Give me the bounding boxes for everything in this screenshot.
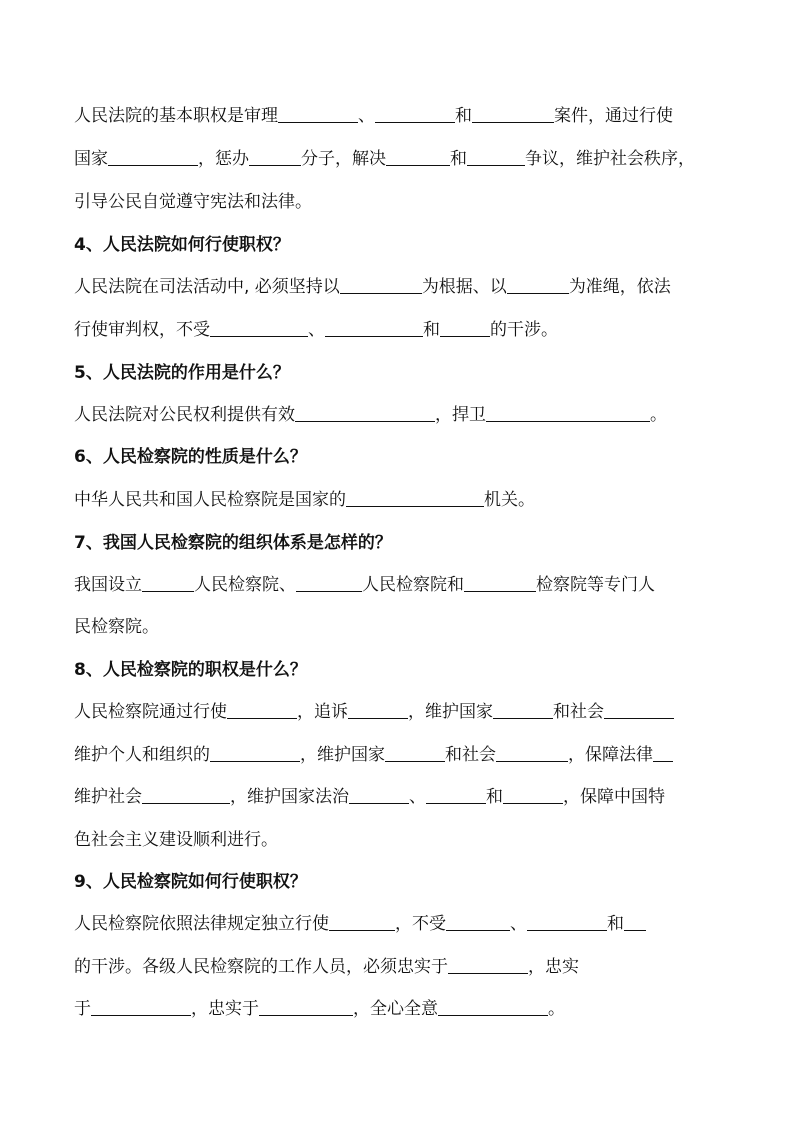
answer-blank[interactable] — [325, 318, 423, 337]
question-heading: 4、人民法院如何行使职权？ — [74, 235, 290, 255]
answer-blank[interactable] — [467, 147, 525, 166]
text-line — [74, 403, 667, 427]
text-segment: 。 — [650, 405, 667, 425]
answer-blank[interactable] — [142, 573, 194, 592]
question-heading: 6、人民检察院的性质是什么？ — [74, 447, 307, 467]
text-line — [74, 275, 671, 299]
text-segment: 人民法院在司法活动中, 必须坚持以 — [74, 277, 340, 297]
answer-blank[interactable] — [386, 147, 450, 166]
answer-blank[interactable] — [472, 104, 554, 123]
text-segment: 维护个人和组织的 — [74, 745, 210, 765]
text-segment: 为准绳，依法 — [568, 277, 671, 297]
answer-blank[interactable] — [259, 997, 353, 1016]
answer-blank[interactable] — [346, 488, 484, 507]
answer-blank[interactable] — [653, 743, 673, 762]
text-segment: 人民检察院和 — [362, 575, 464, 595]
text-line — [74, 573, 655, 597]
text-segment: 。 — [548, 999, 565, 1019]
text-segment: 中华人民共和国人民检察院是国家的 — [74, 490, 346, 510]
text-segment: 分子，解决 — [301, 149, 386, 169]
text-segment: 人民法院对公民权利提供有效 — [74, 405, 295, 425]
question-heading: 7、我国人民检察院的组织体系是怎样的？ — [74, 533, 392, 553]
answer-blank[interactable] — [278, 104, 358, 123]
text-segment: 争议，维护社会秩序， — [525, 149, 695, 169]
answer-blank[interactable] — [486, 403, 650, 422]
text-segment: ，忠实 — [528, 957, 579, 977]
text-segment: 的干涉。各级人民检察院的工作人员，必须忠实于 — [74, 957, 448, 977]
answer-blank[interactable] — [604, 700, 674, 719]
answer-blank[interactable] — [296, 573, 362, 592]
text-segment: 和社会 — [553, 702, 604, 722]
answer-blank[interactable] — [426, 785, 486, 804]
answer-blank[interactable] — [210, 743, 300, 762]
answer-blank[interactable] — [507, 275, 569, 294]
answer-blank[interactable] — [503, 785, 563, 804]
answer-blank[interactable] — [348, 700, 408, 719]
text-segment: 的干涉。 — [490, 320, 558, 340]
text-segment: ，保障中国特 — [563, 787, 665, 807]
question-heading: 5、人民法院的作用是什么？ — [74, 363, 290, 383]
answer-blank[interactable] — [624, 912, 646, 931]
text-segment: 于 — [74, 999, 91, 1019]
answer-blank[interactable] — [227, 700, 297, 719]
text-segment: 和社会 — [445, 745, 496, 765]
text-segment: ，维护国家 — [300, 745, 385, 765]
text-line — [74, 912, 646, 936]
text-segment: 和 — [455, 106, 472, 126]
answer-blank[interactable] — [210, 318, 308, 337]
text-segment: 检察院等专门人 — [536, 575, 655, 595]
text-segment: 维护社会 — [74, 787, 142, 807]
answer-blank[interactable] — [440, 318, 490, 337]
text-line — [74, 190, 312, 214]
text-segment: 和 — [450, 149, 467, 169]
answer-blank[interactable] — [375, 104, 455, 123]
text-segment: 和 — [423, 320, 440, 340]
answer-blank[interactable] — [464, 573, 536, 592]
text-segment: ，忠实于 — [191, 999, 259, 1019]
text-segment: 色社会主义建设顺利进行。 — [74, 830, 278, 850]
text-segment: 行使审判权，不受 — [74, 320, 210, 340]
text-segment: 、 — [358, 106, 375, 126]
text-segment: 、 — [308, 320, 325, 340]
text-segment: ，维护国家法治 — [230, 787, 349, 807]
text-segment: ，全心全意 — [353, 999, 438, 1019]
answer-blank[interactable] — [340, 275, 422, 294]
answer-blank[interactable] — [385, 743, 445, 762]
answer-blank[interactable] — [91, 997, 191, 1016]
answer-blank[interactable] — [448, 955, 528, 974]
text-segment: ，维护国家 — [408, 702, 493, 722]
text-line — [74, 997, 565, 1021]
text-segment: 人民检察院通过行使 — [74, 702, 227, 722]
text-line — [74, 104, 673, 128]
answer-blank[interactable] — [438, 997, 548, 1016]
answer-blank[interactable] — [496, 743, 568, 762]
text-segment: 机关。 — [484, 490, 535, 510]
text-line — [74, 785, 665, 809]
answer-blank[interactable] — [295, 403, 435, 422]
text-segment: ，不受 — [395, 914, 446, 934]
text-segment: 、 — [510, 914, 527, 934]
text-segment: ，保障法律 — [568, 745, 653, 765]
answer-blank[interactable] — [493, 700, 553, 719]
text-segment: 和 — [607, 914, 624, 934]
text-segment: 人民检察院依照法律规定独立行使 — [74, 914, 329, 934]
answer-blank[interactable] — [108, 147, 198, 166]
text-segment: ，捍卫 — [435, 405, 486, 425]
text-line — [74, 318, 558, 342]
answer-blank[interactable] — [249, 147, 301, 166]
text-line — [74, 700, 674, 724]
text-line — [74, 955, 579, 979]
answer-blank[interactable] — [527, 912, 607, 931]
text-segment: 案件，通过行使 — [554, 106, 673, 126]
answer-blank[interactable] — [349, 785, 409, 804]
text-segment: ，追诉 — [297, 702, 348, 722]
text-segment: 民检察院。 — [74, 617, 159, 637]
text-line — [74, 615, 159, 639]
text-line — [74, 828, 278, 852]
text-line — [74, 743, 673, 767]
text-segment: 为根据、以 — [421, 277, 507, 297]
text-line — [74, 147, 695, 171]
text-segment: 我国设立 — [74, 575, 142, 595]
text-segment: 人民法院的基本职权是审理 — [74, 106, 278, 126]
answer-blank[interactable] — [329, 912, 395, 931]
answer-blank[interactable] — [142, 785, 230, 804]
question-heading: 9、人民检察院如何行使职权？ — [74, 872, 307, 892]
text-segment: ，惩办 — [198, 149, 249, 169]
text-segment: 引导公民自觉遵守宪法和法律。 — [74, 192, 312, 212]
text-segment: 人民检察院、 — [194, 575, 296, 595]
text-segment: 和 — [486, 787, 503, 807]
text-line — [74, 488, 535, 512]
text-segment: 国家 — [74, 149, 108, 169]
question-heading: 8、人民检察院的职权是什么？ — [74, 660, 307, 680]
text-segment: 、 — [409, 787, 426, 807]
answer-blank[interactable] — [446, 912, 510, 931]
